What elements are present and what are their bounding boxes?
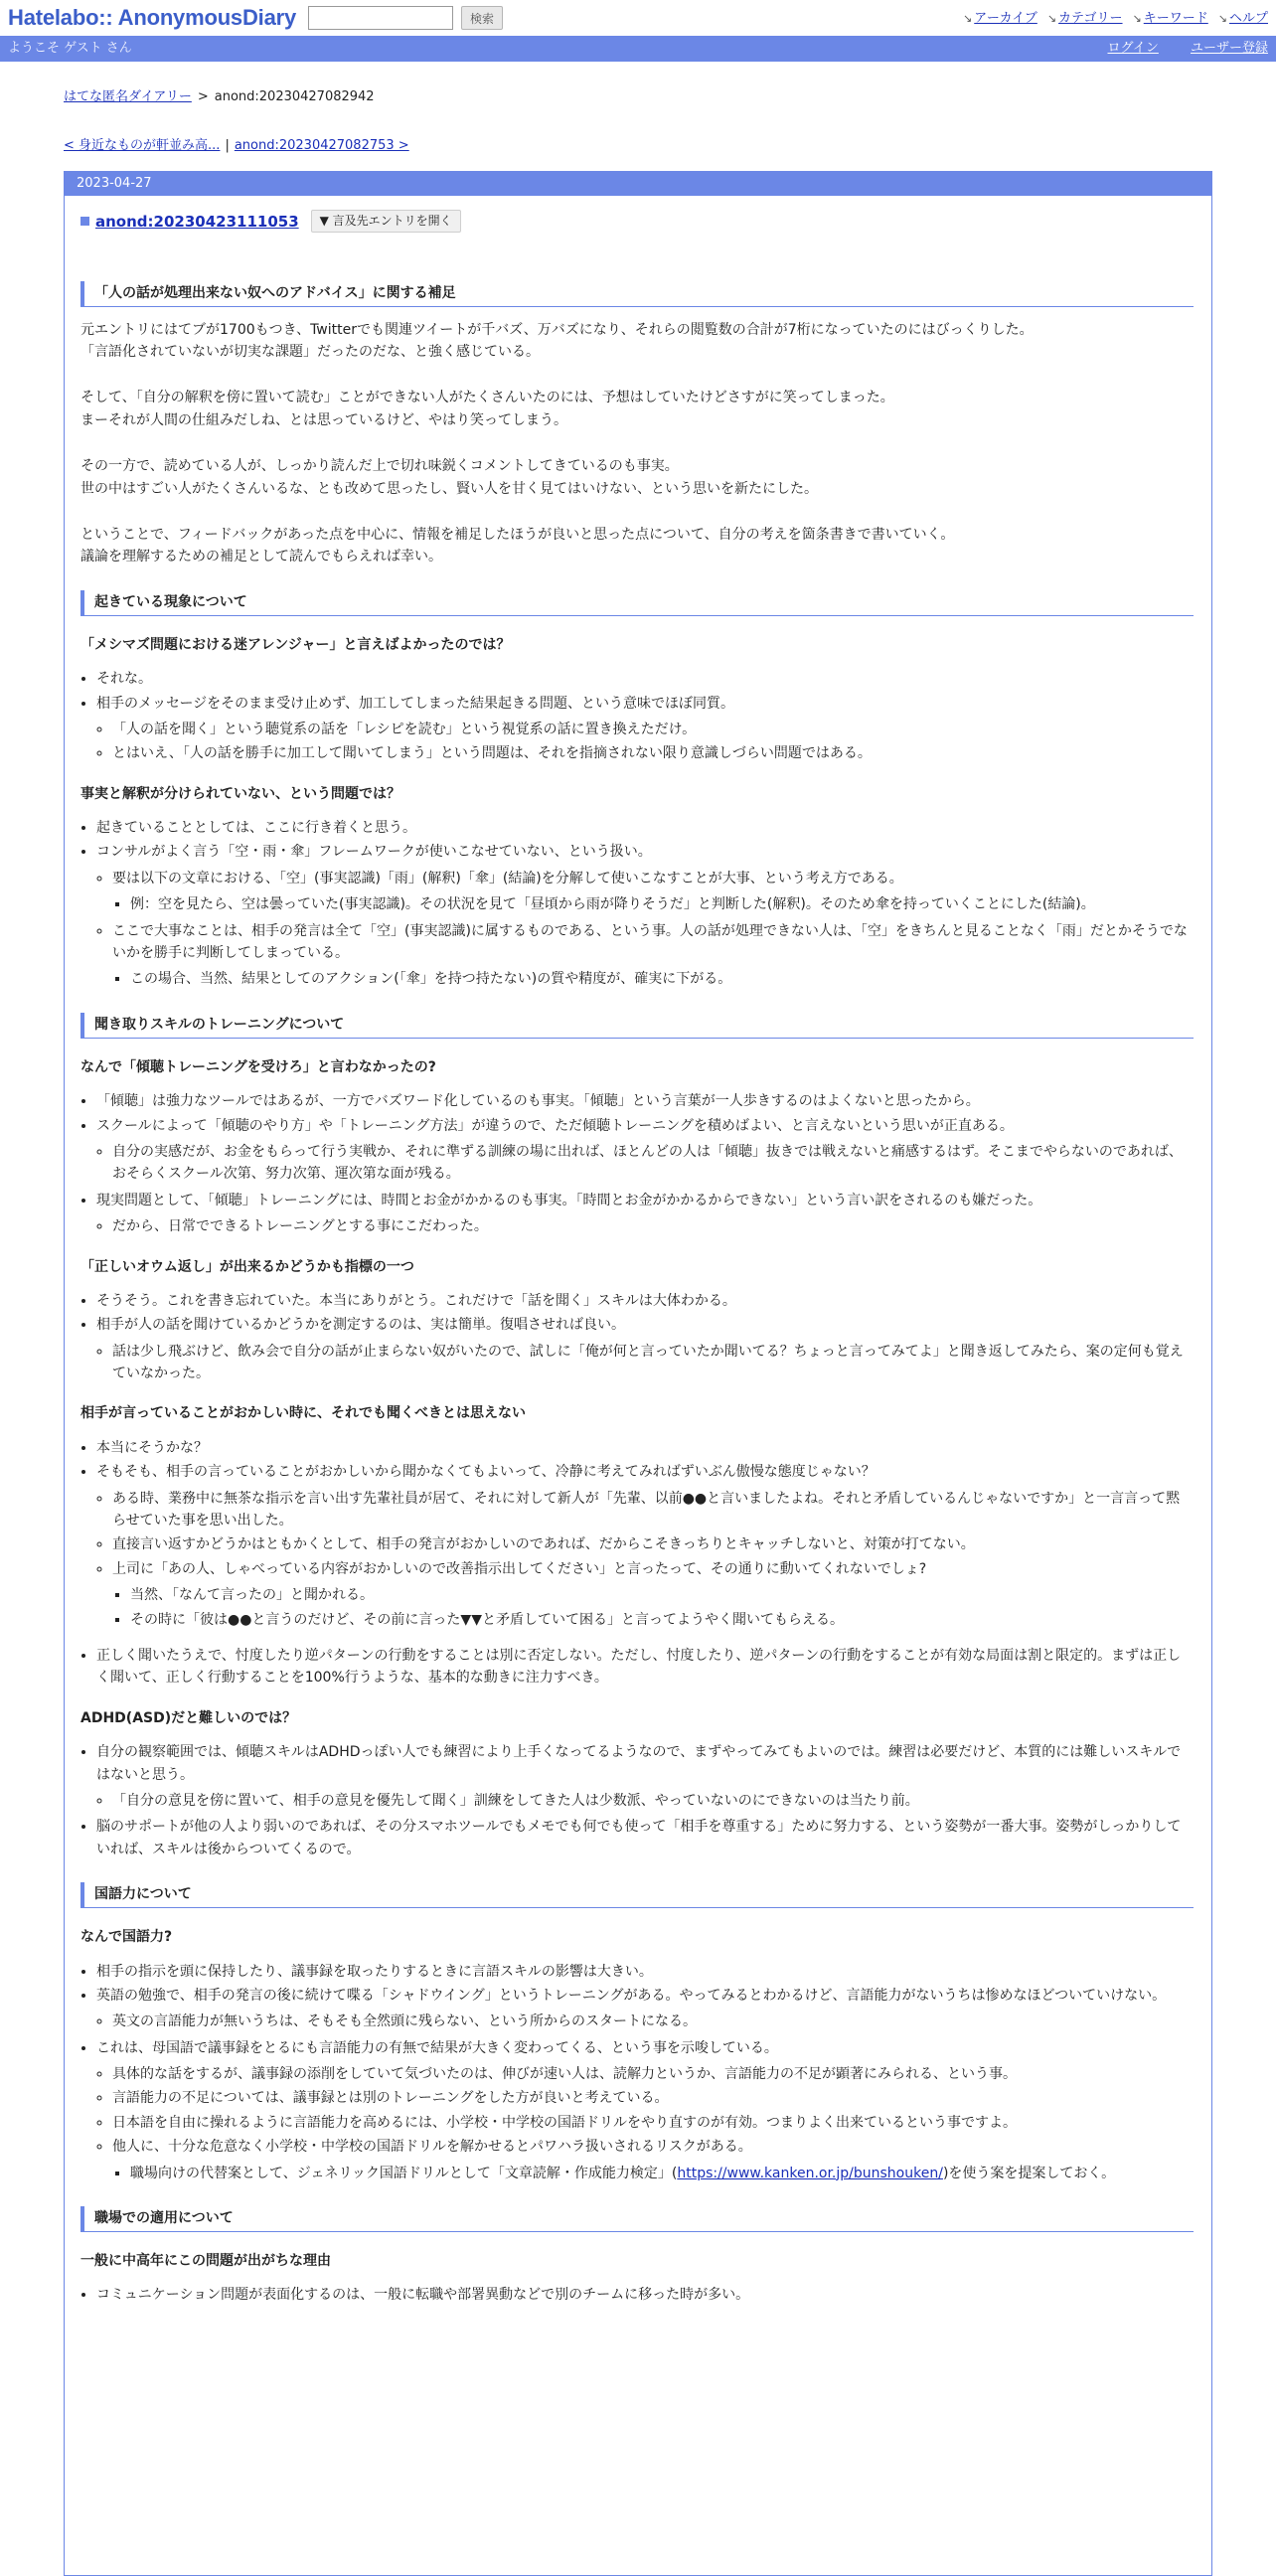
greeting: ようこそ ゲスト さん xyxy=(8,40,132,56)
list-item: ◦ だから、日常でできるトレーニングとする事にこだわった。 xyxy=(112,1215,1194,1237)
day-box xyxy=(64,171,1212,2576)
section-heading: 「人の話が処理出来ない奴へのアドバイス」に関する補足 xyxy=(80,281,1194,307)
user-bar xyxy=(0,36,1276,62)
register-link[interactable]: ユーザー登録 xyxy=(1190,40,1268,56)
list-item: • 英語の勉強で、相手の発言の後に続けて喋る「シャドウイング」というトレーニングがある。やってみるとわかるけど、言語能力がないうちは惨めなほどついていけない。 ◦ 英文の言語能力が無いうちは、そもそも全然頭に残らない、という所からのスタートになる。 xyxy=(96,1985,1194,2033)
arrow-icon: ↘ xyxy=(1046,12,1057,25)
prev-entry-link[interactable]: < 身近なものが軒並み高... xyxy=(64,137,221,153)
list-item: • コンサルがよく言う「空・雨・傘」フレームワークが使いこなせていない、という扱い。 ◦ 要は以下の文章における、「空」(事実認識)「雨」(解釈)「傘」(結論)を分解して使いこなすことが大事、という考え方である。 ▪ 例：空を見たら、空は曇っていた(事実認識)。その状況を見て「昼頃から雨が降りそうだ」と判断した(解釈)。そのため傘を持っていくことにした(結論)。 ◦ ここで大事なことは、相手の発言は全て「空」(事実認識)に属するものである、という事。人の話が処理できない人は、「空」をきちんと見ることなく「雨」だとかそうでないかを勝手に判断してしまっている。 ▪ この場合、当然、結果としてのアクション(「傘」を持つ持たない)の質や精度が、確実に下がる。 xyxy=(96,841,1194,990)
subsection-heading: 一般に中高年にこの問題が出がちな理由 xyxy=(80,2253,331,2270)
nav-keyword[interactable]: キーワード xyxy=(1143,11,1208,26)
list-item: ▪ 職場向けの代替案として、ジェネリック国語ドリルとして「文章読解・作成能力検定」(https://www.kanken.or.jp/bunshouken/)を使う案を提案しておく。 xyxy=(130,2163,1194,2184)
paragraph: 「言語化されていないが切実な課題」だったのだな、と強く感じている。 xyxy=(80,343,540,360)
entry-title xyxy=(80,210,1194,234)
expand-mention-button[interactable]: ▼ 言及先エントリを開く xyxy=(311,210,461,233)
main-content xyxy=(0,87,1276,2576)
list-item: • そうそう。これを書き忘れていた。本当にありがとう。これだけで「話を聞く」スキルは大体わかる。 xyxy=(96,1290,1194,1312)
prev-next-nav xyxy=(64,136,1212,157)
list-item: ◦ 言語能力の不足については、議事録とは別のトレーニングをした方が良いと考えている。 xyxy=(112,2087,1194,2109)
nav-help[interactable]: ヘルプ xyxy=(1228,11,1268,26)
list-item: ◦ とはいえ、「人の話を勝手に加工して聞いてしまう」という問題は、それを指摘されない限り意識しづらい問題ではある。 xyxy=(112,742,1194,764)
list-item: ▪ 例：空を見たら、空は曇っていた(事実認識)。その状況を見て「昼頃から雨が降りそうだ」と判断した(解釈)。そのため傘を持っていくことにした(結論)。 xyxy=(130,893,1194,915)
bullet-list xyxy=(80,1090,1194,1237)
entry-title-link[interactable]: anond:20230423111053 xyxy=(95,212,299,231)
list-item: ▪ その時に「彼は●●と言うのだけど、その前に言った▼▼と矛盾していて困る」と言ってようやく聞いてもらえる。 xyxy=(130,1609,1194,1631)
list-item: • そもそも、相手の言っていることがおかしいから聞かなくてもよいって、冷静に考えてみればずいぶん傲慢な態度じゃない？ ◦ ある時、業務中に無茶な指示を言い出す先輩社員が居て、それに対して新人が「先輩、以前●●と言いましたよね。それと矛盾しているんじゃないですか」と一言言って黙らせていた事を思い出した。 ◦ 直接言い返すかどうかはともかくとして、相手の発言がおかしいのであれば、だからこそきっちりとキャッチしないと、対策が打てない。 ◦ 上司に「あの人、しゃべっている内容がおかしいので改善指示出してください」と言ったって、その通りに動いてくれないでしょ? ▪ 当然、「なんて言ったの」と聞かれる。 ▪ その時に「彼は●●と言うのだけど、その前に言った▼▼と矛盾していて困る」と言ってようやく聞いてもらえる。 xyxy=(96,1461,1194,1631)
list-item: • スクールによって「傾聴のやり方」や「トレーニング方法」が違うので、ただ傾聴トレーニングを積めばよい、と言えないという思いが正直ある。 ◦ 自分の実感だが、お金をもらって行う実戦か、それに準ずる訓練の場に出れば、ほとんどの人は「傾聴」抜きでは戦えないと痛感するはず。そこまでやらないのであれば、おそらくスクール次第、努力次第、運次第な面が残る。 xyxy=(96,1115,1194,1186)
list-item: • 正しく聞いたうえで、忖度したり逆パターンの行動をすることは別に否定しない。ただし、忖度したり、逆パターンの行動をすることが有効な局面は割と限定的。まずは正しく聞いて、正しく行動することを100%行うような、基本的な動きに注力すべき。 xyxy=(96,1645,1194,1690)
paragraph: まーそれが人間の仕組みだしね、とは思っているけど、やはり笑ってしまう。 xyxy=(80,411,567,428)
subsection-heading: なんで「傾聴トレーニングを受けろ」と言わなかったの? xyxy=(80,1058,436,1075)
list-item: ◦ 自分の実感だが、お金をもらって行う実戦か、それに準ずる訓練の場に出れば、ほとんどの人は「傾聴」抜きでは戦えないと痛感するはず。そこまでやらないのであれば、おそらくスクール次第、努力次第、運次第な面が残る。 xyxy=(112,1141,1194,1186)
bullet-list xyxy=(80,1961,1194,2185)
arrow-icon: ↘ xyxy=(1217,12,1227,25)
paragraph: 世の中はすごい人がたくさんいるな、とも改めて思ったし、賢い人を甘く見てはいけない、という思いを新たにした。 xyxy=(80,480,818,497)
subsection-heading: ADHD(ASD)だと難しいのでは？ xyxy=(80,1709,297,1726)
list-item: • それな。 xyxy=(96,668,1194,690)
list-item: ◦ 直接言い返すかどうかはともかくとして、相手の発言がおかしいのであれば、だからこそきっちりとキャッチしないと、対策が打てない。 xyxy=(112,1533,1194,1555)
bullet-list xyxy=(80,668,1194,765)
list-item: ◦ 「人の話を聞く」という聴覚系の話を「レシピを読む」という視覚系の話に置き換えただけ。 xyxy=(112,719,1194,740)
site-logo[interactable]: Hatelabo:: AnonymousDiary xyxy=(8,5,297,31)
paragraph: その一方で、読めている人が、しっかり読んだ上で切れ味鋭くコメントしてきているのも事実。 xyxy=(80,458,679,475)
search-button[interactable]: 検索 xyxy=(461,6,503,30)
paragraph: 議論を理解するための補足として読んでもらえれば幸い。 xyxy=(80,549,442,565)
list-item: ◦ ある時、業務中に無茶な指示を言い出す先輩社員が居て、それに対して新人が「先輩、以前●●と言いましたよね。それと矛盾しているんじゃないですか」と一言言って黙らせていた事を思い出した。 xyxy=(112,1488,1194,1532)
list-item: • 相手の指示を頭に保持したり、議事録を取ったりするときに言語スキルの影響は大きい。 xyxy=(96,1961,1194,1983)
list-item: ◦ 話は少し飛ぶけど、飲み会で自分の話が止まらない奴がいたので、試しに「俺が何と言っていたか聞いてる？ちょっと言ってみてよ」と聞き返してみたら、案の定何も覚えていなかった。 xyxy=(112,1341,1194,1385)
list-item: • コミュニケーション問題が表面化するのは、一般に転職や部署異動などで別のチームに移った時が多い。 xyxy=(96,2284,1194,2306)
section-heading: 職場での適用について xyxy=(80,2206,1194,2232)
list-item: • 起きていることとしては、ここに行き着くと思う。 xyxy=(96,817,1194,839)
list-item: • 脳のサポートが他の人より弱いのであれば、その分スマホツールでもメモでも何でも使って「相手を尊重する」ために努力する、という姿勢が一番大事。姿勢がしっかりしていれば、スキルは後からついてくるので。 xyxy=(96,1816,1194,1860)
list-item: ◦ ここで大事なことは、相手の発言は全て「空」(事実認識)に属するものである、という事。人の話が処理できない人は、「空」をきちんと見ることなく「雨」だとかそうでないかを勝手に判断してしまっている。 ▪ この場合、当然、結果としてのアクション(「傘」を持つ持たない)の質や精度が、確実に下がる。 xyxy=(112,920,1194,991)
list-item: ▪ 当然、「なんて言ったの」と聞かれる。 xyxy=(130,1584,1194,1606)
kanken-link[interactable]: https://www.kanken.or.jp/bunshouken/ xyxy=(677,2165,943,2181)
breadcrumb-separator: > xyxy=(197,89,209,104)
bullet-list xyxy=(80,1437,1194,1690)
list-item: • 現実問題として、「傾聴」トレーニングには、時間とお金がかかるのも事実。「時間とお金がかかるからできない」という言い訳をされるのも嫌だった。 ◦ だから、日常でできるトレーニングとする事にこだわった。 xyxy=(96,1190,1194,1238)
subsection-heading: 事実と解釈が分けられていない、という問題では？ xyxy=(80,785,400,802)
paragraph: そして、「自分の解釈を傍に置いて読む」ことができない人がたくさんいたのには、予想はしていたけどさすがに笑ってしまった。 xyxy=(80,390,894,406)
arrow-icon: ↘ xyxy=(963,12,973,25)
list-item: ◦ 上司に「あの人、しゃべっている内容がおかしいので改善指示出してください」と言ったって、その通りに動いてくれないでしょ? ▪ 当然、「なんて言ったの」と聞かれる。 ▪ その時に「彼は●●と言うのだけど、その前に言った▼▼と矛盾していて困る」と言ってようやく聞いてもらえる。 xyxy=(112,1558,1194,1631)
section-heading: 起きている現象について xyxy=(80,590,1194,616)
header-nav xyxy=(963,9,1268,30)
list-item: ▪ この場合、当然、結果としてのアクション(「傘」を持つ持たない)の質や精度が、確実に下がる。 xyxy=(130,968,1194,990)
subsection-heading: なんで国語力? xyxy=(80,1929,173,1946)
next-entry-link[interactable]: anond:20230427082753 > xyxy=(234,137,409,153)
list-item: • 相手のメッセージをそのまま受け止めず、加工してしまった結果起きる問題、という意味でほぼ同質。 ◦ 「人の話を聞く」という聴覚系の話を「レシピを読む」という視覚系の話に置き換えただけ。 ◦ とはいえ、「人の話を勝手に加工して聞いてしまう」という問題は、それを指摘されない限り意識しづらい問題ではある。 xyxy=(96,693,1194,765)
list-item: ◦ 要は以下の文章における、「空」(事実認識)「雨」(解釈)「傘」(結論)を分解して使いこなすことが大事、という考え方である。 ▪ 例：空を見たら、空は曇っていた(事実認識)。その状況を見て「昼頃から雨が降りそうだ」と判断した(解釈)。そのため傘を持っていくことにした(結論)。 xyxy=(112,868,1194,916)
paragraph: ということで、フィードバックがあった点を中心に、情報を補足したほうが良いと思った点について、自分の考えを箇条書きで書いていく。 xyxy=(80,526,955,543)
entry-section xyxy=(65,196,1211,2307)
list-item: ◦ 他人に、十分な危意なく小学校・中学校の国語ドリルを解かせるとパワハラ扱いされるリスクがある。 ▪ 職場向けの代替案として、ジェネリック国語ドリルとして「文章読解・作成能力検定」(https://www.kanken.or.jp/bunshouken/)を使う案を提案しておく。 xyxy=(112,2136,1194,2184)
login-link[interactable]: ログイン xyxy=(1107,40,1159,56)
paragraph: 元エントリにはてブが1700もつき、Twitterでも関連ツイートが千バズ、万バズになり、それらの閲覧数の合計が7桁になっていたのにはびっくりした。 xyxy=(80,321,1034,338)
breadcrumb-current: anond:20230427082942 xyxy=(214,89,375,104)
square-bullet-icon xyxy=(80,217,89,226)
header xyxy=(0,0,1276,36)
subsection-heading: 「メシマズ問題における迷アレンジャー」と言えばよかったのでは？ xyxy=(80,636,511,653)
nav-divider: | xyxy=(225,137,230,153)
list-item: ◦ 英文の言語能力が無いうちは、そもそも全然頭に残らない、という所からのスタートになる。 xyxy=(112,2011,1194,2032)
breadcrumb xyxy=(64,87,1212,108)
list-item: • 自分の観察範囲では、傾聴スキルはADHDっぽい人でも練習により上手くなってるようなので、まずやってみてもよいのでは。練習は必要だけど、本質的には難しいスキルではないと思う。 ◦ 「自分の意見を傍に置いて、相手の意見を優先して聞く」訓練をしてきた人は少数派、やっていないのにできないのは当たり前。 xyxy=(96,1741,1194,1812)
list-item: • これは、母国語で議事録をとるにも言語能力の有無で結果が大きく変わってくる、という事を示唆している。 ◦ 具体的な話をするが、議事録の添削をしていて気づいたのは、伸びが速い人は、読解力というか、言語能力の不足が顕著にみられる、という事。 ◦ 言語能力の不足については、議事録とは別のトレーニングをした方が良いと考えている。 ◦ 日本語を自由に操れるように言語能力を高めるには、小学校・中学校の国語ドリルをやり直すのが有効。つまりよく出来ているという事ですよ。 ◦ 他人に、十分な危意なく小学校・中学校の国語ドリルを解かせるとパワハラ扱いされるリスクがある。 ▪ 職場向けの代替案として、ジェネリック国語ドリルとして「文章読解・作成能力検定」(https://www.kanken.or.jp/bunshouken/)を使う案を提案しておく。 xyxy=(96,2037,1194,2184)
bullet-list xyxy=(80,817,1194,991)
list-item: ◦ 「自分の意見を傍に置いて、相手の意見を優先して聞く」訓練をしてきた人は少数派、やっていないのにできないのは当たり前。 xyxy=(112,1790,1194,1812)
bullet-list xyxy=(80,1741,1194,1860)
search-input[interactable] xyxy=(308,6,453,30)
bullet-list xyxy=(80,2284,1194,2306)
section-heading: 聞き取りスキルのトレーニングについて xyxy=(80,1013,1194,1039)
day-date: 2023-04-27 xyxy=(65,172,1211,196)
nav-archive[interactable]: アーカイブ xyxy=(974,11,1037,26)
list-item: • 相手が人の話を聞けているかどうかを測定するのは、実は簡単。復唱させれば良い。 ◦ 話は少し飛ぶけど、飲み会で自分の話が止まらない奴がいたので、試しに「俺が何と言っていたか聞いてる？ちょっと言ってみてよ」と聞き返してみたら、案の定何も覚えていなかった。 xyxy=(96,1314,1194,1384)
list-item: • 本当にそうかな？ xyxy=(96,1437,1194,1459)
subsection-heading: 相手が言っていることがおかしい時に、それでも聞くべきとは思えない xyxy=(80,1405,526,1422)
list-item: • 「傾聴」は強力なツールではあるが、一方でバズワード化しているのも事実。「傾聴」という言葉が一人歩きするのはよくないと思ったから。 xyxy=(96,1090,1194,1112)
list-item: ◦ 具体的な話をするが、議事録の添削をしていて気づいたのは、伸びが速い人は、読解力というか、言語能力の不足が顕著にみられる、という事。 xyxy=(112,2063,1194,2085)
subsection-heading: 「正しいオウム返し」が出来るかどうかも指標の一つ xyxy=(80,1258,414,1275)
arrow-icon: ↘ xyxy=(1132,12,1142,25)
nav-category[interactable]: カテゴリー xyxy=(1058,11,1123,26)
breadcrumb-home[interactable]: はてな匿名ダイアリー xyxy=(64,89,192,104)
list-item: ◦ 日本語を自由に操れるように言語能力を高めるには、小学校・中学校の国語ドリルをやり直すのが有効。つまりよく出来ているという事ですよ。 xyxy=(112,2112,1194,2134)
section-heading: 国語力について xyxy=(80,1882,1194,1908)
bullet-list xyxy=(80,1290,1194,1385)
